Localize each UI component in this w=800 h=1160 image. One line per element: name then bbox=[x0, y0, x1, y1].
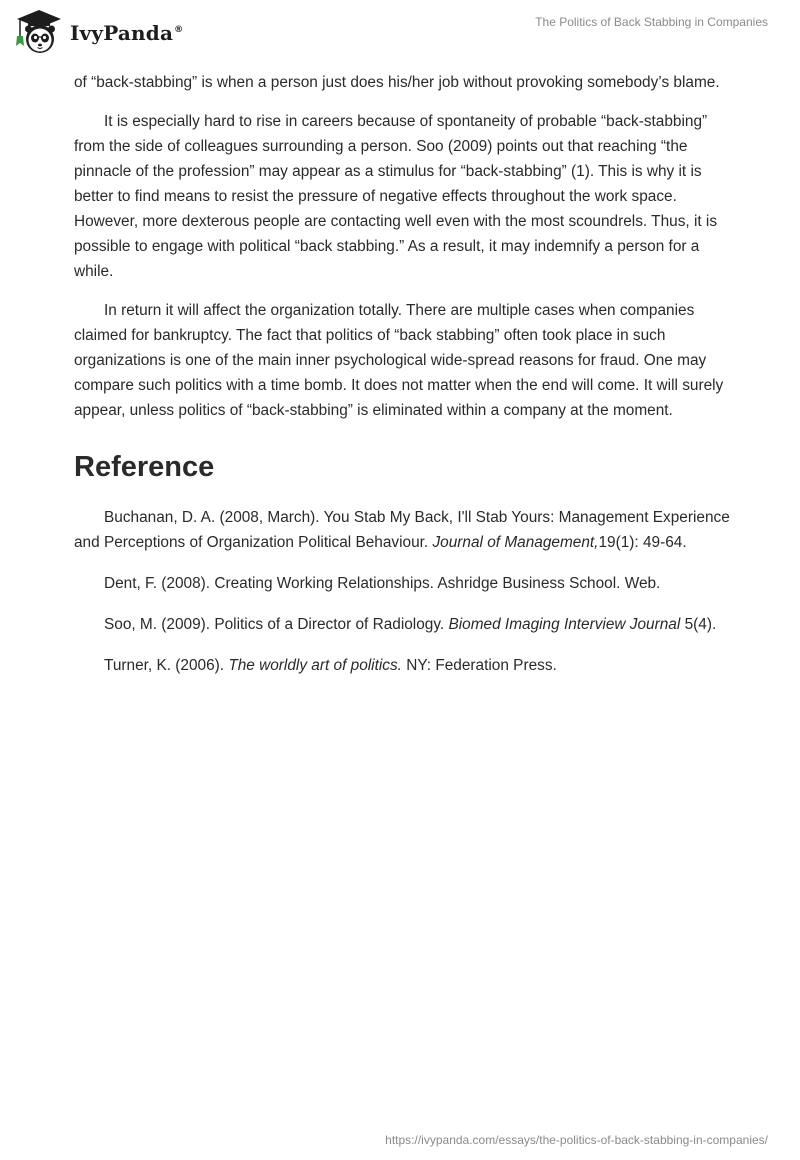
reference-source: Biomed Imaging Interview Journal bbox=[448, 616, 681, 633]
logo-registered-mark: ® bbox=[174, 25, 184, 36]
reference-source: The worldly art of politics. bbox=[228, 657, 402, 674]
reference-details: 5(4). bbox=[680, 616, 717, 633]
reference-item bbox=[74, 505, 734, 555]
reference-text: Soo, M. (2009). Politics of a Director of Radiology. bbox=[104, 616, 449, 633]
page-header bbox=[0, 0, 800, 64]
body-paragraph: It is especially hard to rise in careers because of spontaneity of probable “back-stabbing” from the side of colleagues surrounding a person. Soo (2009) points out that reaching “the pinnacle of the profession” may appear as a stimulus for “back-stabbing” (1). This is why it is better to find means to resist the pressure of negative effects throughout the work space. However, more dexterous people are contacting well even with the most scoundrels. Thus, it is possible to engage with political “back stabbing.” As a result, it may indemnify a person for a while. bbox=[74, 113, 718, 280]
reference-details: NY: Federation Press. bbox=[401, 657, 557, 674]
footer-url-link[interactable]: https://ivypanda.com/essays/the-politics-of-back-stabbing-in-companies/ bbox=[385, 1133, 768, 1147]
running-title: The Politics of Back Stabbing in Companies bbox=[535, 15, 768, 29]
reference-details: 19(1): 49-64. bbox=[598, 534, 687, 551]
reference-text: Dent, F. (2008). Creating Working Relationships. Ashridge Business School. Web. bbox=[104, 575, 661, 592]
reference-text: Turner, K. (2006). bbox=[104, 657, 229, 674]
logo-wordmark bbox=[70, 21, 183, 45]
body-paragraph: of “back-stabbing” is when a person just does his/her job without provoking somebody’s blame. bbox=[74, 74, 720, 91]
body-paragraph: In return it will affect the organization totally. There are multiple cases when companies claimed for bankruptcy. The fact that politics of “back stabbing” often took place in such organizations is one of the main inner psychological wide-spread reasons for fraud. One may compare such politics with a time bomb. It does not matter when the end will come. It will surely appear, unless politics of “back-stabbing” is eliminated within a company at the moment. bbox=[74, 302, 724, 419]
reference-item bbox=[74, 571, 734, 596]
reference-text: Buchanan, D. A. (2008, March). You Stab My Back, I'll Stab Yours: Management Experience and Perceptions of Organization Political Behaviour. bbox=[74, 509, 730, 551]
ivypanda-logo[interactable] bbox=[14, 8, 183, 56]
reference-source: Journal of Management, bbox=[432, 534, 599, 551]
panda-graduation-cap-icon bbox=[14, 8, 64, 56]
reference-item bbox=[74, 612, 734, 637]
essay-content bbox=[74, 70, 734, 694]
reference-item bbox=[74, 653, 734, 678]
reference-heading: Reference bbox=[74, 451, 215, 483]
logo-name: IvyPanda bbox=[70, 21, 174, 45]
